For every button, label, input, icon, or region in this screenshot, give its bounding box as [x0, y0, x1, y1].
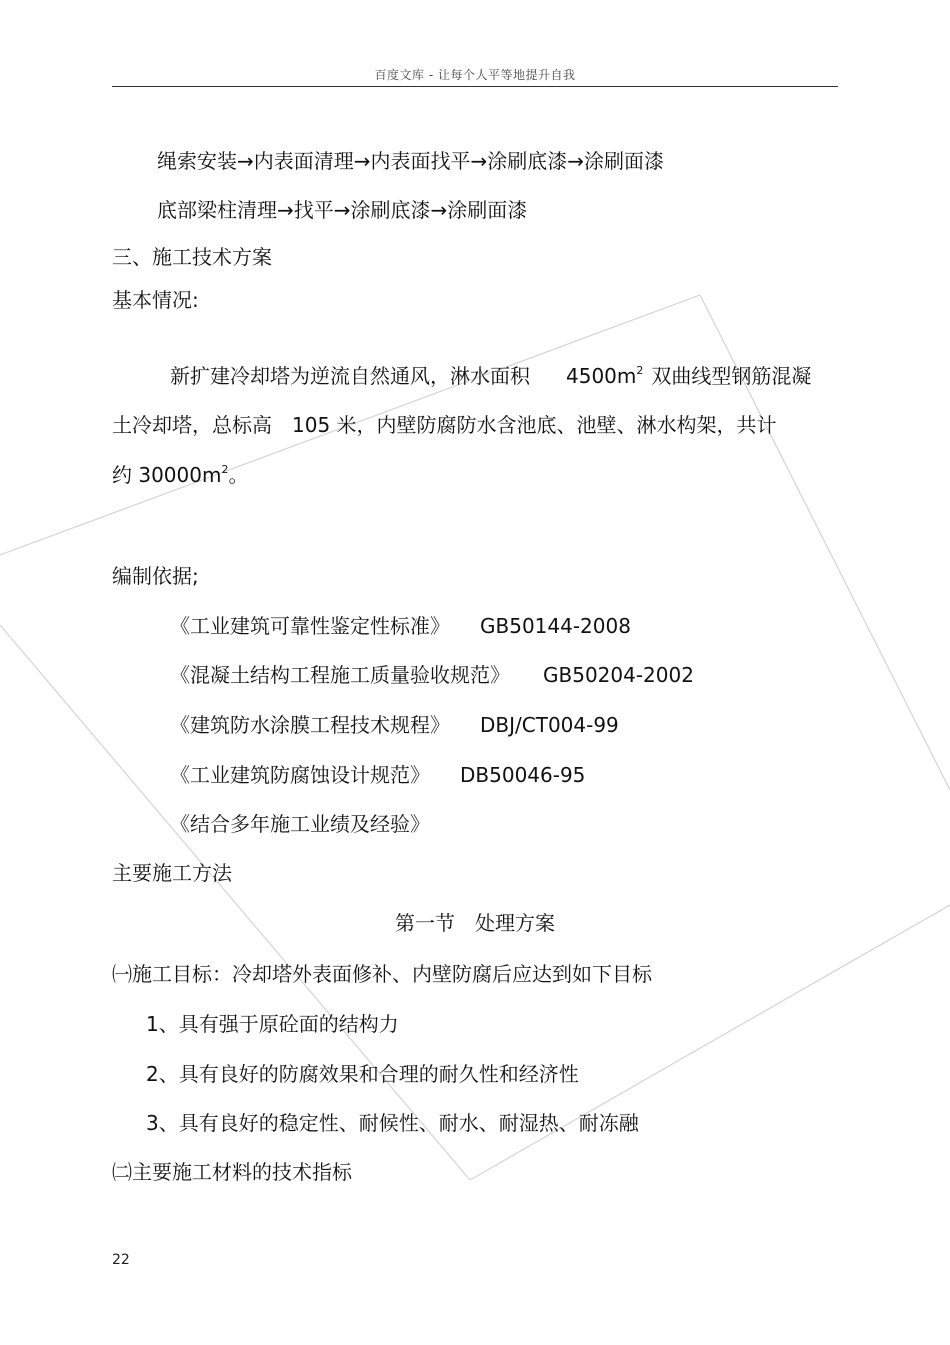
standard-name: 《工业建筑可靠性鉴定性标准》 [170, 614, 450, 638]
text-run: 新扩建冷却塔为逆流自然通风，淋水面积 [170, 364, 530, 388]
section-heading: 三、施工技术方案 [112, 245, 272, 269]
goal-item: 2、具有良好的防腐效果和合理的耐久性和经济性 [146, 1062, 579, 1086]
text-run: 105 米，内壁防腐防水含池底、池壁、淋水构架，共计 [292, 413, 777, 437]
page-number: 22 [112, 1252, 130, 1268]
text-run: 主要施工方法 [112, 861, 232, 885]
goal-heading: ㈠施工目标：冷却塔外表面修补、内壁防腐后应达到如下目标 [112, 962, 652, 986]
process-flow-bottom: 底部梁柱清理→找平→涂刷底漆→涂刷面漆 [157, 198, 528, 222]
goal-item: 3、具有良好的稳定性、耐候性、耐水、耐湿热、耐冻融 [146, 1111, 639, 1135]
subheading-methods [112, 861, 232, 885]
standard-item [170, 763, 585, 787]
standard-code: DBJ/CT004-99 [480, 713, 619, 737]
text-run: 第一节 [395, 911, 455, 935]
standard-item [170, 614, 631, 638]
standard-item [170, 713, 619, 737]
text-run: 土冷却塔，总标高 [112, 413, 272, 437]
subheading-basic: 基本情况: [112, 288, 199, 312]
superscript: 2 [636, 364, 644, 377]
standard-item [170, 663, 694, 687]
standard-code: GB50204-2002 [543, 663, 694, 687]
section-title [0, 911, 950, 935]
standard-name: 《工业建筑防腐蚀设计规范》 [170, 763, 430, 787]
paragraph-line [112, 463, 248, 487]
subheading-basis: 编制依据; [112, 564, 199, 588]
goal-item: 1、具有强于原砼面的结构力 [146, 1012, 399, 1036]
text-run: 约 30000m [112, 463, 222, 487]
watermark-line [470, 905, 950, 1180]
paragraph-line [170, 364, 811, 388]
text-run: 4500m [566, 364, 637, 388]
header-divider [112, 86, 838, 87]
standard-code: DB50046-95 [460, 763, 586, 787]
standard-name: 《混凝土结构工程施工质量验收规范》 [170, 663, 510, 687]
standard-name: 《建筑防水涂膜工程技术规程》 [170, 713, 450, 737]
process-flow-inner: 绳索安装→内表面清理→内表面找平→涂刷底漆→涂刷面漆 [157, 149, 665, 173]
materials-heading: ㈡主要施工材料的技术指标 [112, 1160, 352, 1184]
page-header: 百度文库 - 让每个人平等地提升自我 [374, 68, 576, 82]
text-run: 处理方案 [475, 911, 555, 935]
text-run: 双曲线型钢筋混凝 [651, 364, 812, 388]
text-run: 。 [228, 463, 249, 487]
watermark-line [0, 625, 470, 1180]
superscript: 2 [221, 463, 229, 476]
experience-item: 《结合多年施工业绩及经验》 [170, 812, 430, 836]
paragraph-line [112, 413, 777, 437]
standard-code: GB50144-2008 [480, 614, 631, 638]
